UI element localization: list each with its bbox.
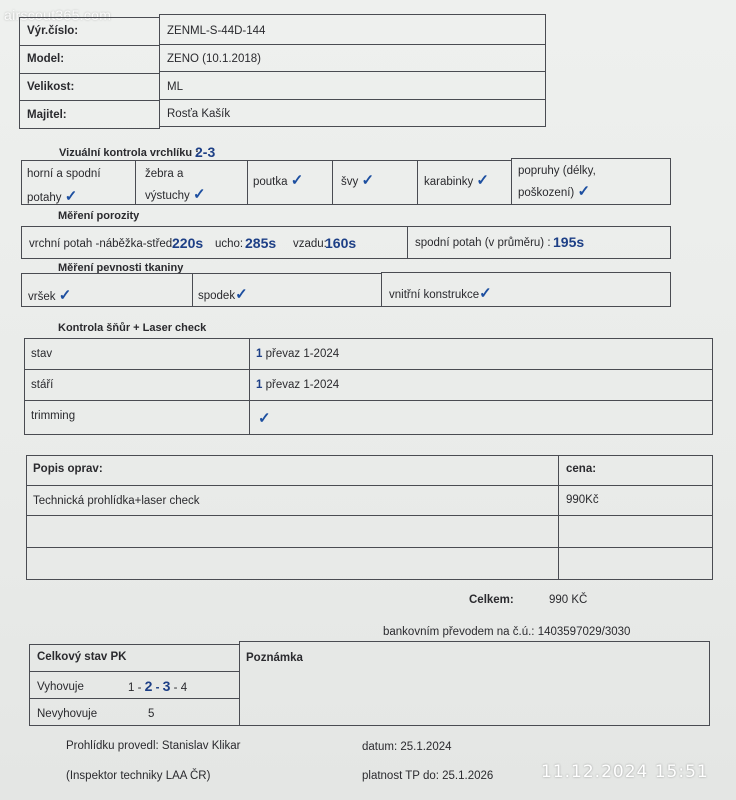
lines-row-1-label: stav xyxy=(31,348,53,360)
repairs-header-desc: Popis oprav: xyxy=(33,463,103,475)
visual-rating: 2-3 xyxy=(195,144,216,160)
visual-item-6-line2: poškození) xyxy=(518,187,575,199)
strength-item-1-label: vršek xyxy=(28,291,56,303)
owner-value: Rosťa Kašík xyxy=(167,108,231,120)
repairs-header-price: cena: xyxy=(566,463,597,475)
nok-value: 5 xyxy=(148,708,155,720)
strength-item-3 xyxy=(389,284,492,302)
visual-item-5-wrap xyxy=(424,171,489,189)
visual-item-6-line1: popruhy (délky, xyxy=(518,165,596,177)
ok-label: Vyhovuje xyxy=(37,681,84,693)
porosity-title: Měření porozity xyxy=(58,210,140,222)
visual-item-2-line2-wrap xyxy=(145,185,206,203)
ok-scale-1: 1 - xyxy=(128,682,142,694)
size-value: ML xyxy=(167,81,183,93)
total-label: Celkem: xyxy=(469,594,514,606)
lines-row-1-value: převaz 1-2024 xyxy=(265,348,340,360)
overall-title: Celkový stav PK xyxy=(37,651,127,663)
porosity-rear-label: vzadu: xyxy=(293,238,327,250)
lines-row-2-label: stáří xyxy=(31,379,54,391)
visual-item-3-wrap xyxy=(253,171,303,189)
visual-item-5-check: ✓ xyxy=(476,172,489,189)
visual-item-1-line1: horní a spodní xyxy=(27,168,101,180)
porosity-top-label: vrchní potah -náběžka-střed: xyxy=(29,238,176,250)
ok-scale-4: - 4 xyxy=(173,682,188,694)
visual-item-6-line2-wrap xyxy=(518,182,590,200)
visual-item-2-line2: výstuchy xyxy=(145,190,190,202)
repairs-row-1-desc: Technická prohlídka+laser check xyxy=(33,495,200,507)
strength-item-2 xyxy=(198,285,248,303)
lines-row-2-value-wrap xyxy=(256,379,339,391)
model-value: ZENO (10.1.2018) xyxy=(167,53,261,65)
watermark: airscout365.com xyxy=(4,7,112,23)
photo-timestamp: 11.12.2024 15:51 xyxy=(541,762,709,782)
porosity-mid-value: 285s xyxy=(245,235,277,251)
ok-scale-sep: - xyxy=(155,682,160,694)
lines-row-2-num: 1 xyxy=(256,379,263,391)
serial-value: ZENML-S-44D-144 xyxy=(167,25,266,37)
note-label: Poznámka xyxy=(246,652,303,664)
total-value: 990 KČ xyxy=(549,594,588,606)
strength-item-2-check: ✓ xyxy=(235,286,248,303)
payment-info: bankovním převodem na č.ú.: 1403597029/3030 xyxy=(383,626,631,638)
repairs-row-1-price: 990Kč xyxy=(566,494,599,506)
lines-title: Kontrola šňůr + Laser check xyxy=(58,322,207,334)
strength-item-1 xyxy=(28,286,71,304)
model-label: Model: xyxy=(27,53,65,65)
strength-item-1-check: ✓ xyxy=(58,287,72,304)
visual-item-2-line1: žebra a xyxy=(145,168,184,180)
inspection-date: datum: 25.1.2024 xyxy=(362,741,452,753)
lines-row-1-num: 1 xyxy=(256,348,263,360)
visual-item-1-line2-wrap xyxy=(27,187,77,205)
size-label: Velikost: xyxy=(27,81,75,93)
visual-title: Vizuální kontrola vrchlíku : xyxy=(59,147,199,159)
visual-item-1-line2: potahy xyxy=(27,192,62,204)
serial-label: Výr.číslo: xyxy=(27,25,79,37)
lines-row-1-value-wrap xyxy=(256,348,339,360)
inspector-name: Prohlídku provedl: Stanislav Klikar xyxy=(66,740,241,752)
nok-label: Nevyhovuje xyxy=(37,708,98,720)
visual-item-2-check: ✓ xyxy=(192,186,206,203)
strength-item-3-label: vnitřní konstrukce xyxy=(389,289,480,301)
visual-item-4-check: ✓ xyxy=(361,172,375,189)
visual-item-5-label: karabinky xyxy=(424,176,474,188)
lines-row-2-value: převaz 1-2024 xyxy=(265,379,340,391)
lines-row-3-label: trimming xyxy=(31,410,76,422)
inspector-role: (Inspektor techniky LAA ČR) xyxy=(66,770,211,782)
porosity-bottom-label: spodní potah (v průměru) : xyxy=(415,237,551,249)
visual-item-6-check: ✓ xyxy=(577,183,591,200)
validity-date: platnost TP do: 25.1.2026 xyxy=(362,770,494,782)
ok-scale-2: 2 xyxy=(144,678,153,694)
porosity-rear-value: 160s xyxy=(325,235,357,251)
ok-scale xyxy=(128,678,187,694)
visual-item-4-wrap xyxy=(341,171,374,189)
strength-title: Měření pevnosti tkaniny xyxy=(58,262,184,274)
owner-label: Majitel: xyxy=(27,109,67,121)
porosity-mid-label: ucho: xyxy=(215,238,244,250)
visual-item-4-label: švy xyxy=(341,176,359,188)
visual-item-1-check: ✓ xyxy=(64,188,78,205)
visual-item-3-label: poutka xyxy=(253,176,288,188)
strength-item-2-label: spodek xyxy=(198,290,236,302)
lines-row-3-check: ✓ xyxy=(258,410,271,427)
strength-item-3-check: ✓ xyxy=(479,285,492,302)
porosity-top-value: 220s xyxy=(172,235,204,251)
ok-scale-3: 3 xyxy=(162,678,171,694)
visual-item-3-check: ✓ xyxy=(290,172,304,189)
porosity-bottom-value: 195s xyxy=(553,234,585,250)
